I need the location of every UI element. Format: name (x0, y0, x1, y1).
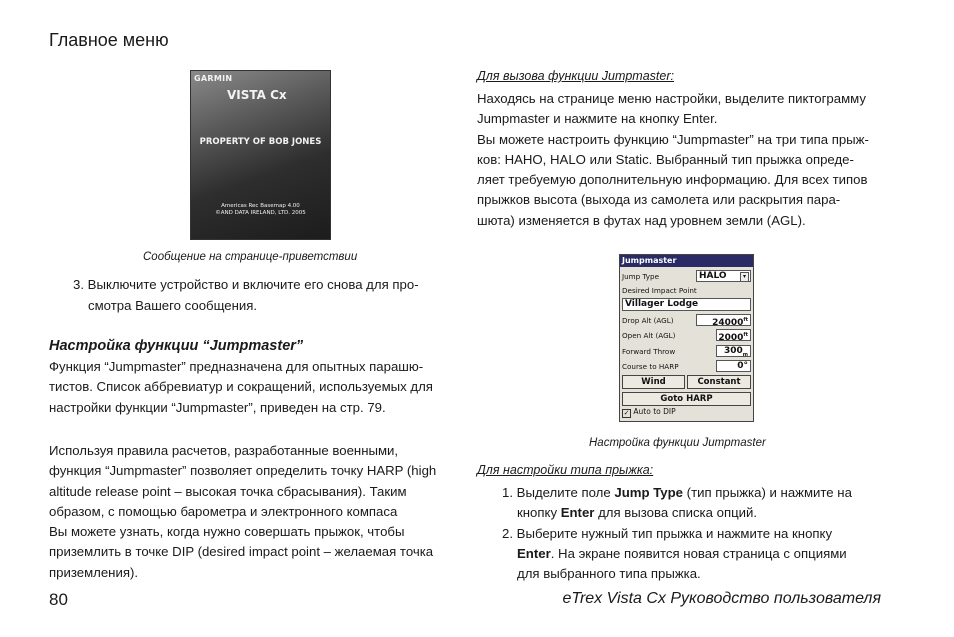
right-step-2-line-1 (502, 524, 852, 544)
owner-message: PROPERTY OF BOB JONES (199, 137, 322, 147)
chevron-down-icon: ▾ (740, 272, 749, 282)
right-step-1 (502, 483, 852, 584)
jm-open-alt-value: 2000 (718, 333, 744, 343)
right-p1-line: ляет требуемую дополнительную информацию. Для всех типов (477, 172, 868, 188)
check-icon: ✓ (623, 409, 630, 417)
jm-dip-field[interactable]: Villager Lodge (622, 298, 751, 311)
jm-drop-alt-unit: ft (743, 317, 748, 323)
jumpmaster-screen-image (619, 254, 754, 422)
jm-constant-button[interactable]: Constant (687, 375, 751, 389)
jm-open-alt-row (622, 328, 751, 342)
right-step-1-text-c: (тип прыжка) и нажмите на (683, 485, 852, 500)
left-p1-line: настройки функции “Jumpmaster”, приведен на стр. 79. (49, 399, 386, 415)
right-step-2-number: 2. (502, 525, 513, 541)
device-model: VISTA Cx (227, 88, 287, 102)
step-3 (73, 275, 419, 295)
jm-forward-throw-label: Forward Throw (622, 347, 676, 356)
right-p1-line: ков: HAHO, HALO или Static. Выбранный тип прыжка опреде- (477, 151, 854, 167)
right-p1-line: прыжков высота (выхода из самолета или раскрытия пара- (477, 192, 841, 208)
right-step-2-text-a: Выберите нужный тип прыжка и нажмите на кнопку (516, 525, 833, 541)
jm-auto-dip-checkbox[interactable] (622, 407, 676, 418)
right-step-1-line-1 (502, 483, 852, 503)
enter-term: Enter (517, 545, 551, 561)
left-p2-line: Вы можете узнать, когда нужно совершать прыжок, чтобы (49, 524, 405, 540)
page-header-title: Главное меню (49, 30, 169, 50)
left-p2-line: функция “Jumpmaster” позволяет определить точку HARP (high (49, 463, 437, 479)
left-p2-line: приземления). (49, 564, 139, 580)
jm-jump-type-dropdown[interactable] (696, 270, 751, 282)
jm-dip-label: Desired Impact Point (622, 286, 697, 295)
left-p1-line: тистов. Список аббревиатур и сокращений, используемых для (49, 379, 433, 395)
right-step-1-number: 1. (502, 485, 513, 500)
jm-open-alt-field[interactable] (716, 329, 751, 341)
right-p1-line: Вы можете настроить функцию “Jumpmaster” на три типа прыж- (477, 131, 869, 147)
jm-jump-type-row (622, 269, 751, 283)
jm-goto-harp-button[interactable]: Goto HARP (622, 392, 751, 406)
garmin-logo: GARMIN (194, 74, 233, 83)
right-step-1-text-a: Выделите поле (516, 485, 615, 500)
section-title: Настройка функции “Jumpmaster” (49, 338, 304, 354)
jm-title-bar: Jumpmaster (620, 255, 753, 267)
jump-type-term: Jump Type (614, 485, 684, 500)
right-step-1-text-d: кнопку (517, 505, 561, 521)
basemap-line-1: Americas Rec Basemap 4.00 (221, 203, 300, 209)
right-p1-line: Находясь на странице меню настройки, выделите пиктограмму (477, 91, 866, 106)
jm-course-label: Course to HARP (622, 362, 679, 371)
jm-course-field[interactable]: 0° (716, 360, 751, 372)
jm-forward-throw-unit: m (742, 351, 748, 358)
jm-forward-throw-value: 300 (723, 346, 743, 356)
jm-forward-throw-field[interactable] (716, 345, 751, 357)
left-p2-line: образом, с помощью барометра и электронного компаса (49, 503, 398, 519)
manual-title: eTrex Vista Cx Руководство пользователя (562, 590, 881, 607)
page-number: 80 (49, 590, 68, 609)
right-p1-line: Jumpmaster и нажмите на кнопку Enter. (477, 111, 718, 127)
left-paragraph-1 (49, 357, 433, 418)
jm-drop-alt-label: Drop Alt (AGL) (622, 316, 674, 325)
welcome-image-caption: Сообщение на странице-приветствии (143, 251, 358, 263)
left-p2-line: приземлить в точке DIP (desired impact point – желаемая точка (49, 544, 434, 560)
right-step-1-text-f: для вызова списка опций. (594, 505, 758, 521)
jm-drop-alt-field[interactable] (696, 314, 751, 326)
jm-wind-button[interactable]: Wind (622, 375, 685, 389)
step-3-number: 3. (73, 277, 84, 292)
right-step-2-line-2 (502, 544, 852, 564)
jumpmaster-image-caption: Настройка функции Jumpmaster (589, 437, 766, 449)
subhead-jump-type: Для настройки типа прыжка: (477, 463, 654, 477)
jm-dip-label-row (622, 284, 751, 296)
left-p2-line: Используя правила расчетов, разработанные военными, (49, 443, 399, 458)
right-step-2-line-3: для выбранного типа прыжка. (517, 566, 701, 582)
jm-drop-alt-row (622, 313, 751, 327)
jm-open-alt-unit: ft (743, 332, 748, 338)
basemap-line-2: ©AND DATA IRELAND, LTD. 2005 (215, 210, 306, 216)
jm-auto-dip-label: Auto to DIP (633, 407, 676, 416)
basemap-info (191, 203, 330, 217)
left-p2-line: altitude release point – высокая точка сбрасывания). Таким (49, 483, 407, 499)
right-step-2-text-c: . На экране появится новая страница с опциями (550, 545, 847, 561)
enter-term: Enter (560, 505, 595, 521)
jm-jump-type-value: HALO (699, 271, 727, 281)
jm-jump-type-label: Jump Type (622, 272, 660, 281)
right-p1-line: шюта) изменяется в футах над уровнем земли (AGL). (477, 212, 806, 228)
jm-drop-alt-value: 24000 (712, 318, 744, 328)
welcome-screen-image (190, 70, 331, 240)
left-p1-line: Функция “Jumpmaster” предназначена для опытных парашю- (49, 359, 424, 374)
right-paragraph-1 (477, 89, 869, 231)
step-3-line-1: Выключите устройство и включите его снова для про- (87, 277, 419, 292)
jm-course-row (622, 359, 751, 373)
step-3-line-2: смотра Вашего сообщения. (88, 298, 258, 313)
jm-forward-throw-row (622, 344, 751, 358)
right-step-1-line-2 (502, 503, 852, 523)
left-paragraph-2 (49, 441, 436, 583)
subhead-call-jumpmaster: Для вызова функции Jumpmaster: (477, 69, 674, 83)
jm-open-alt-label: Open Alt (AGL) (622, 331, 676, 340)
